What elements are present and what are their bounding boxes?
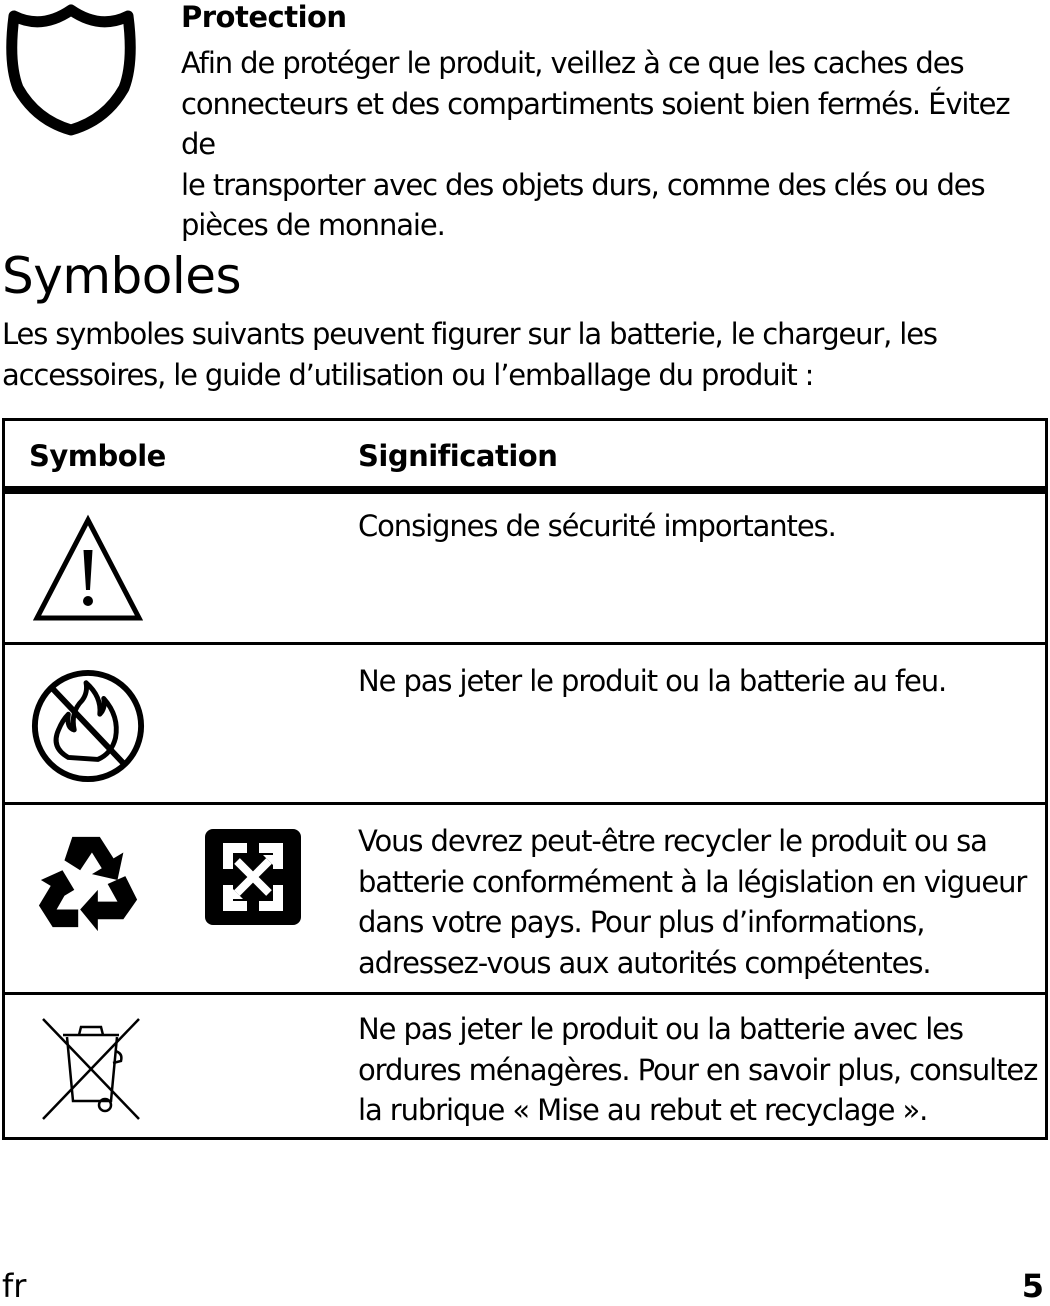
table-header xyxy=(5,421,1045,494)
row-meaning xyxy=(358,1009,1038,1131)
no-fire-icon xyxy=(29,667,147,785)
text-line: accessoires, le guide d’utilisation ou l’emballage du produit : xyxy=(2,357,814,392)
section-title: Symboles xyxy=(2,247,242,305)
symbols-table xyxy=(2,418,1048,1140)
recycle-icon xyxy=(35,827,143,935)
text-line: Consignes de sécurité importantes. xyxy=(358,509,836,543)
section-intro xyxy=(2,314,1042,395)
protection-title: Protection xyxy=(181,0,347,34)
row-meaning xyxy=(358,661,1038,702)
text-line: le transporter avec des objets durs, comme des clés ou des xyxy=(181,167,985,202)
text-line: Ne pas jeter le produit ou la batterie avec les xyxy=(358,1012,963,1046)
text-line: Les symboles suivants peuvent figurer sur la batterie, le chargeur, les xyxy=(2,317,937,351)
row-meaning xyxy=(358,506,1038,547)
text-line: Vous devrez peut-être recycler le produit ou sa xyxy=(358,824,987,858)
text-line: ordures ménagères. Pour en savoir plus, consultez xyxy=(358,1052,1038,1087)
header-symbol: Symbole xyxy=(29,439,166,473)
row-meaning xyxy=(358,821,1038,983)
footer-language: fr xyxy=(2,1267,27,1305)
text-line: Ne pas jeter le produit ou la batterie au feu. xyxy=(358,664,947,698)
table-row xyxy=(5,995,1045,1137)
table-row xyxy=(5,494,1045,645)
text-line: la rubrique « Mise au rebut et recyclage ». xyxy=(358,1093,928,1127)
table-row xyxy=(5,645,1045,805)
text-line: Afin de protéger le produit, veillez à ce que les caches des xyxy=(181,46,964,80)
table-row xyxy=(5,805,1045,995)
protection-text xyxy=(181,43,1049,246)
text-line: adressez-vous aux autorités compétentes. xyxy=(358,945,931,980)
header-meaning: Signification xyxy=(358,439,558,473)
battery-recycle-icon xyxy=(203,827,303,927)
text-line: connecteurs et des compartiments soient bien fermés. Évitez de xyxy=(181,86,1010,161)
warning-triangle-icon xyxy=(33,514,143,624)
text-line: dans votre pays. Pour plus d’informations, xyxy=(358,905,925,939)
text-line: pièces de monnaie. xyxy=(181,208,445,242)
crossed-out-wheeled-bin-icon xyxy=(41,1017,141,1121)
page-number: 5 xyxy=(1021,1267,1044,1305)
shield-icon xyxy=(6,2,136,136)
text-line: batterie conformément à la législation en vigueur xyxy=(358,864,1027,899)
